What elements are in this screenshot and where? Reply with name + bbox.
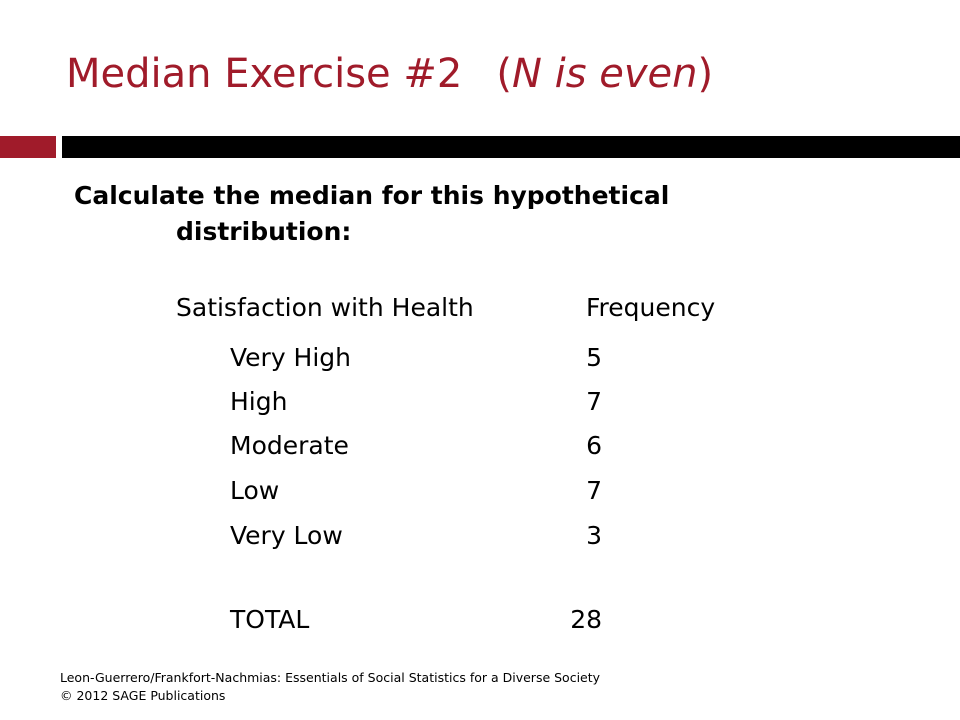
table-row <box>0 340 960 376</box>
slide-title-note: (N is even) <box>496 51 714 97</box>
table-total-row <box>0 602 960 638</box>
row-frequency: 6 <box>586 431 602 460</box>
slide-title-main: Median Exercise #2 <box>66 51 463 97</box>
title-rule <box>62 136 960 158</box>
row-category: Moderate <box>230 431 349 460</box>
total-value: 28 <box>570 605 602 634</box>
row-category: Very Low <box>230 521 343 550</box>
exercise-prompt <box>74 178 834 250</box>
slide-title-note-text: N is even <box>511 51 698 97</box>
prompt-line-1: Calculate the median for this hypothetical <box>74 181 670 210</box>
prompt-line-2: distribution: <box>176 217 352 246</box>
footer-line-1: Leon-Guerrero/Frankfort-Nachmias: Essentials of Social Statistics for a Diverse Society <box>60 670 601 685</box>
footer-credit <box>60 669 600 705</box>
row-category: Low <box>230 476 280 505</box>
accent-bar <box>0 136 56 158</box>
total-label: TOTAL <box>230 605 310 634</box>
row-frequency: 7 <box>586 476 602 505</box>
table-row <box>0 518 960 554</box>
table-row <box>0 428 960 464</box>
slide-title <box>66 44 713 104</box>
footer-line-2: © 2012 SAGE Publications <box>60 688 226 703</box>
row-frequency: 3 <box>586 521 602 550</box>
column-header-category: Satisfaction with Health <box>176 293 474 322</box>
row-frequency: 7 <box>586 387 602 416</box>
row-category: Very High <box>230 343 352 372</box>
row-category: High <box>230 387 288 416</box>
row-frequency: 5 <box>586 343 602 372</box>
table-row <box>0 473 960 509</box>
column-header-frequency: Frequency <box>586 293 716 322</box>
table-row <box>0 384 960 420</box>
